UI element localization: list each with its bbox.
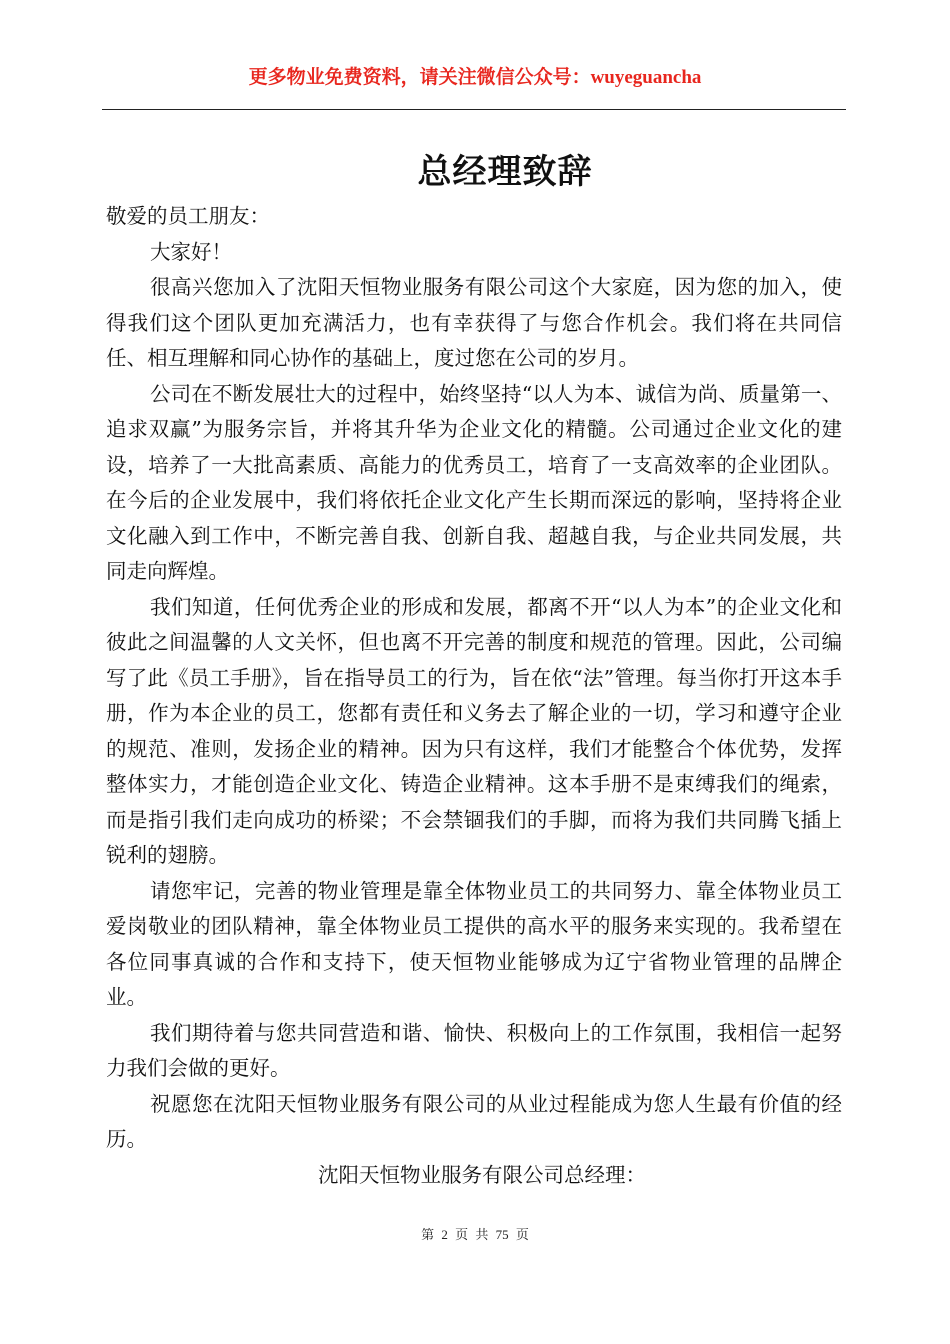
header-banner: 更多物业免费资料，请关注微信公众号：wuyeguancha	[248, 67, 702, 88]
page-number: 第 2 页 共 75 页	[421, 1227, 529, 1242]
letter-body	[106, 199, 842, 1193]
paragraph: 公司在不断发展壮大的过程中，始终坚持“以人为本、诚信为尚、质量第一、追求双赢”为服务宗旨，并将其升华为企业文化的精髓。公司通过企业文化的建设，培养了一大批高素质、高能力的优秀员工，培育了一支高效率的企业团队。在今后的企业发展中，我们将依托企业文化产生长期而深远的影响，坚持将企业文化融入到工作中，不断完善自我、创新自我、超越自我，与企业共同发展，共同走向辉煌。	[106, 381, 842, 583]
paragraph: 请您牢记，完善的物业管理是靠全体物业员工的共同努力、靠全体物业员工爱岗敬业的团队精神，靠全体物业员工提供的高水平的服务来实现的。我希望在各位同事真诚的合作和支持下，使天恒物业能够成为辽宁省物业管理的品牌企业。	[106, 878, 842, 1009]
page-title: 总经理致辞	[417, 152, 593, 192]
header-divider	[102, 109, 846, 110]
greeting: 大家好！	[150, 239, 232, 264]
paragraph: 祝愿您在沈阳天恒物业服务有限公司的从业过程能成为您人生最有价值的经历。	[106, 1091, 842, 1151]
paragraph: 我们知道，任何优秀企业的形成和发展，都离不开“以人为本”的企业文化和彼此之间温馨的人文关怀，但也离不开完善的制度和规范的管理。因此，公司编写了此《员工手册》，旨在指导员工的行为，旨在依“法”管理。每当你打开这本手册，作为本企业的员工，您都有责任和义务去了解企业的一切，学习和遵守企业的规范、准则，发扬企业的精神。因为只有这样，我们才能整合个体优势，发挥整体实力，才能创造企业文化、铸造企业精神。这本手册不是束缚我们的绳索，而是指引我们走向成功的桥梁；不会禁锢我们的手脚，而将为我们共同腾飞插上锐利的翅膀。	[106, 594, 842, 867]
paragraph: 很高兴您加入了沈阳天恒物业服务有限公司这个大家庭，因为您的加入，使得我们这个团队更加充满活力，也有幸获得了与您合作机会。我们将在共同信任、相互理解和同心协作的基础上，度过您在公司的岁月。	[106, 275, 842, 370]
salutation: 敬爱的员工朋友：	[106, 204, 270, 228]
signature-line: 沈阳天恒物业服务有限公司总经理：	[318, 1162, 646, 1187]
paragraph: 我们期待着与您共同营造和谐、愉快、积极向上的工作氛围，我相信一起努力我们会做的更好。	[106, 1020, 842, 1080]
